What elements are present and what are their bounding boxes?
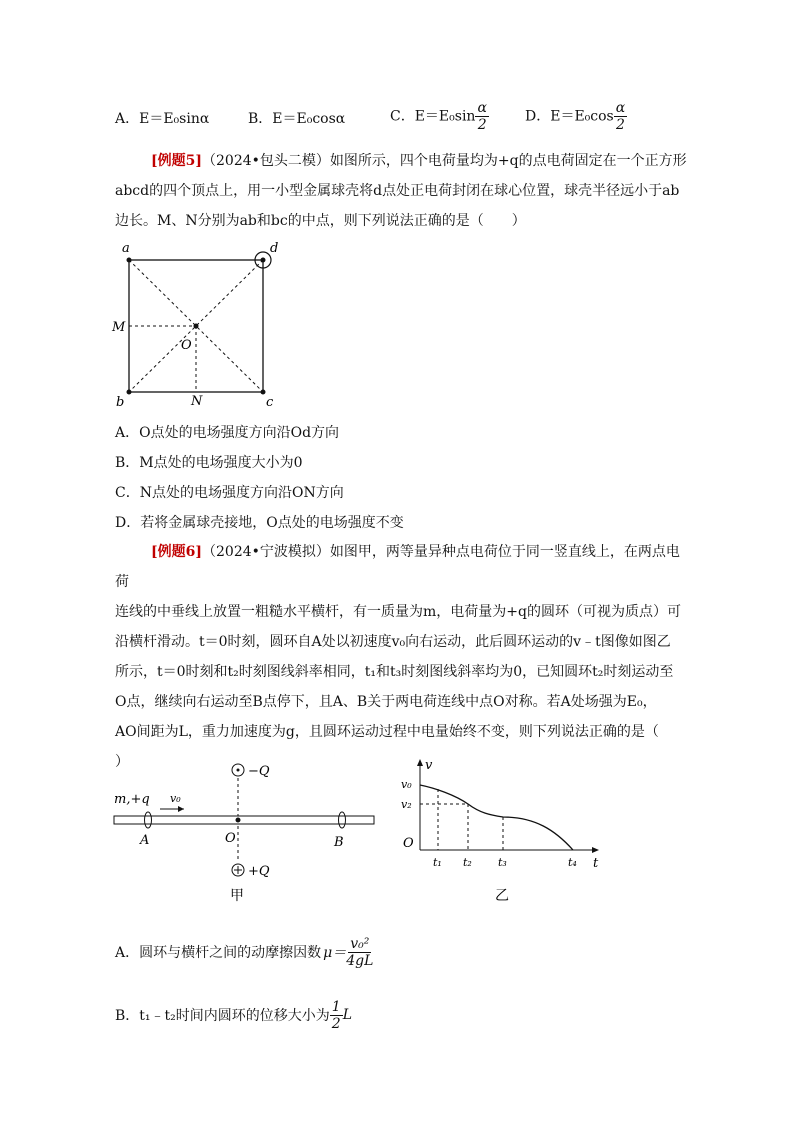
q4-option-c-text: C．E＝E₀sin (390, 108, 476, 125)
label-o: O (181, 338, 192, 353)
option-b-text: B．t₁﹣t₂时间内圆环的位移大小为 (115, 1008, 330, 1024)
fraction-numerator: α (477, 100, 487, 116)
example-6-line-1: （2024•宁波模拟）如图甲，两等量异种点电荷位于同一竖直线上，在两点电荷 (115, 544, 680, 590)
charge-a (127, 258, 132, 263)
vt-curve (420, 785, 573, 850)
example-5-option-d: D．若将金属球壳接地，O点处的电场强度不变 (115, 515, 404, 531)
label-a: a (122, 241, 130, 256)
label-n: N (191, 394, 203, 409)
label-t3: t₃ (498, 856, 507, 869)
example-6-tag: [例题6] (151, 544, 202, 560)
square-charge-diagram (108, 238, 288, 410)
label-v0: v₀ (401, 778, 412, 791)
label-a: A (140, 833, 150, 848)
example-6-line-4: 所示，t＝0时刻和t₂时刻图线斜率相同，t₁和t₃时刻图线斜率均为0，已知圆环t₂时刻运动至 (115, 664, 674, 680)
q4-option-d (525, 100, 627, 133)
figure-yi-vt-graph (395, 755, 615, 905)
label-v0: v₀ (170, 792, 181, 805)
example-5-line-1: （2024•包头二模）如图所示，四个电荷量均为+q的点电荷固定在一个正方形 (202, 153, 687, 169)
q4-option-c (390, 100, 489, 133)
label-b: b (116, 395, 125, 410)
example-6-stem (115, 537, 687, 777)
example-5-stem (115, 146, 687, 236)
example-5-line-3: 边长。M、N分别为ab和bc的中点，则下列说法正确的是（ ） (115, 213, 526, 229)
option-a-text: A．圆环与横杆之间的动摩擦因数 (115, 945, 322, 961)
example-5-line-2: abcd的四个顶点上，用一小型金属球壳将d点处正电荷封闭在球心位置，球壳半径远小于ab (115, 183, 680, 199)
example-5-option-c: C．N点处的电场强度方向沿ON方向 (115, 485, 344, 501)
label-m: M (112, 320, 126, 335)
option-b-tail: L (342, 1007, 352, 1023)
q4-option-b: B．E＝E₀cosα (248, 111, 346, 127)
example-6-option-b (115, 995, 352, 1035)
label-t1: t₁ (433, 856, 442, 869)
label-negative-q: −Q (248, 764, 270, 779)
charge-d (261, 258, 266, 263)
option-a-mu: μ＝ (323, 945, 347, 961)
q4-option-d-text: D．E＝E₀cos (525, 108, 614, 125)
center-o (194, 324, 199, 329)
label-t-axis: t (593, 856, 599, 871)
example-6-line-7: ） (115, 754, 129, 770)
negative-charge-dot (237, 769, 240, 772)
example-6-line-3: 沿横杆滑动。t＝0时刻，圆环自A处以初速度v₀向右运动，此后圆环运动的v﹣t图像如图乙 (115, 634, 671, 650)
example-6-line-2: 连线的中垂线上放置一粗糙水平横杆，有一质量为m，电荷量为+q的圆环（可视为质点）可 (115, 604, 681, 620)
fraction-numerator: 1 (331, 998, 341, 1015)
q4-option-d-fraction (614, 100, 627, 133)
t-axis-arrowhead (592, 847, 599, 853)
caption-jia: 甲 (230, 888, 244, 904)
example-5-option-a: A．O点处的电场强度方向沿Od方向 (115, 425, 340, 441)
label-t2: t₂ (463, 856, 472, 869)
label-d: d (270, 241, 279, 256)
charge-b (127, 390, 132, 395)
label-mq: m,+q (114, 792, 150, 807)
q4-option-c-fraction (475, 100, 488, 133)
label-origin: O (403, 836, 414, 851)
example-6-option-a (115, 932, 373, 972)
fraction-numerator: α (615, 100, 626, 116)
example-6-line-6: AO间距为L，重力加速度为g，且圆环运动过程中电量始终不变，则下列说法正确的是（ (115, 724, 659, 740)
fraction-denominator: 2 (616, 117, 625, 133)
q4-option-a: A．E＝E₀sinα (115, 111, 210, 127)
charge-c (261, 390, 266, 395)
fraction-denominator: 2 (477, 117, 487, 133)
label-v-axis: v (425, 758, 433, 773)
example-5-options (115, 418, 687, 538)
fraction-denominator: 2 (331, 1015, 341, 1032)
figure-jia (110, 758, 390, 906)
point-o (236, 818, 241, 823)
label-o: O (225, 831, 236, 846)
example-5-option-b: B．M点处的电场强度大小为0 (115, 455, 303, 471)
caption-yi: 乙 (495, 888, 509, 904)
v-axis-arrowhead (417, 759, 423, 766)
velocity-arrowhead (178, 806, 184, 812)
fraction-numerator: v₀² (350, 935, 370, 952)
horizontal-rod (114, 816, 374, 824)
example-6-line-5: O点，继续向右运动至B点停下，且A、B关于两电荷连线中点O对称。若A处场强为E₀， (115, 694, 657, 710)
fraction-denominator: 4gL (346, 952, 374, 969)
label-t4: t₄ (568, 856, 577, 869)
label-v2: v₂ (401, 798, 412, 811)
label-positive-q: +Q (248, 864, 270, 879)
option-a-fraction (346, 936, 373, 969)
example-5-tag: [例题5] (151, 153, 202, 169)
option-b-fraction (330, 999, 343, 1032)
label-b: B (334, 835, 344, 850)
label-c: c (266, 395, 274, 410)
